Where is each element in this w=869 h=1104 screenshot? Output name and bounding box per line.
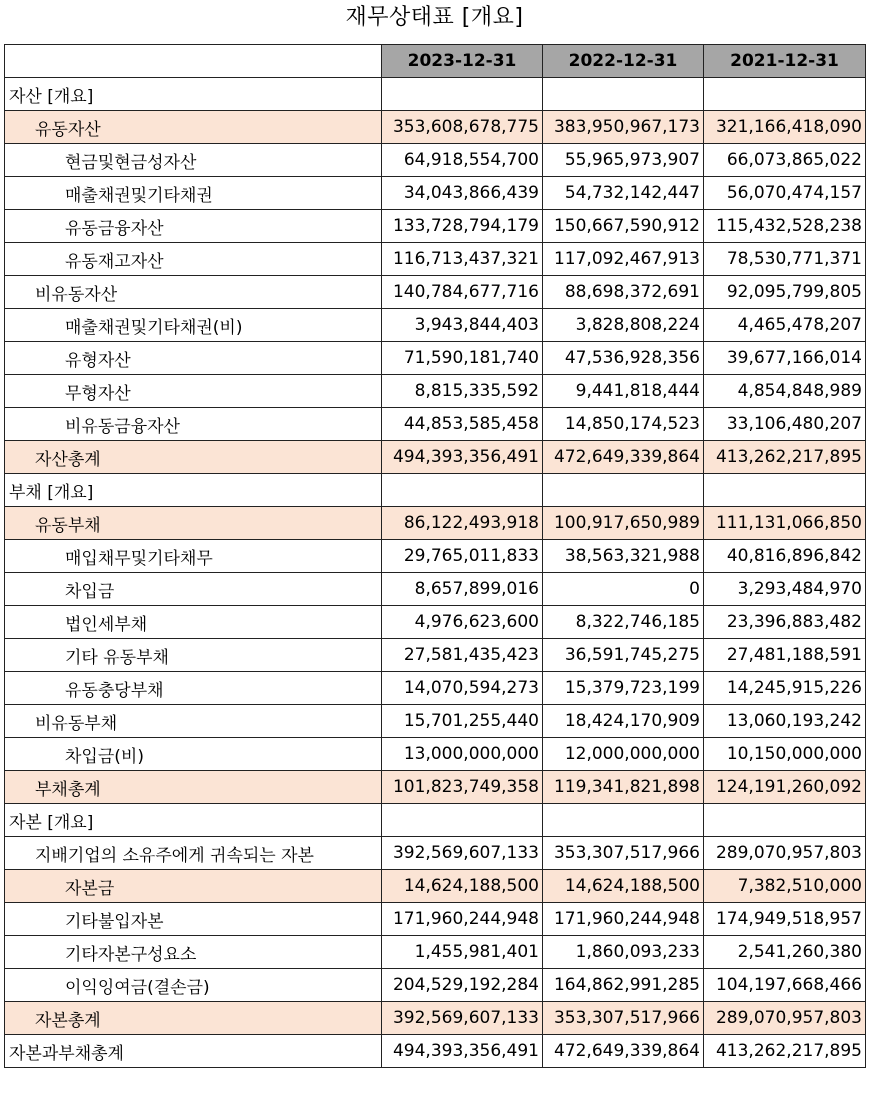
table-row (5, 177, 866, 210)
row-label: 비유동금융자산 (5, 408, 382, 441)
row-label: 유동자산 (5, 111, 382, 144)
table-row (5, 111, 866, 144)
row-label: 유동재고자산 (5, 243, 382, 276)
table-row (5, 639, 866, 672)
value-cell: 56,070,474,157 (704, 177, 866, 210)
header-label-cell (5, 45, 382, 78)
table-row (5, 540, 866, 573)
value-cell (543, 474, 704, 507)
row-label: 기타불입자본 (5, 903, 382, 936)
value-cell: 66,073,865,022 (704, 144, 866, 177)
table-row (5, 309, 866, 342)
table-row (5, 210, 866, 243)
value-cell: 10,150,000,000 (704, 738, 866, 771)
table-row (5, 936, 866, 969)
row-label: 차입금 (5, 573, 382, 606)
value-cell: 353,608,678,775 (382, 111, 543, 144)
value-cell: 7,382,510,000 (704, 870, 866, 903)
row-label: 부채 [개요] (5, 474, 382, 507)
table-row (5, 144, 866, 177)
row-label: 이익잉여금(결손금) (5, 969, 382, 1002)
value-cell: 33,106,480,207 (704, 408, 866, 441)
row-label: 차입금(비) (5, 738, 382, 771)
table-row (5, 1035, 866, 1068)
value-cell: 171,960,244,948 (382, 903, 543, 936)
row-label: 매입채무및기타채무 (5, 540, 382, 573)
column-header: 2021-12-31 (704, 45, 866, 78)
value-cell: 3,828,808,224 (543, 309, 704, 342)
row-label: 자본 [개요] (5, 804, 382, 837)
table-row (5, 441, 866, 474)
row-label: 기타자본구성요소 (5, 936, 382, 969)
row-label: 부채총계 (5, 771, 382, 804)
row-label: 매출채권및기타채권(비) (5, 309, 382, 342)
value-cell: 472,649,339,864 (543, 1035, 704, 1068)
value-cell (382, 78, 543, 111)
table-row (5, 837, 866, 870)
value-cell: 289,070,957,803 (704, 837, 866, 870)
value-cell: 14,245,915,226 (704, 672, 866, 705)
value-cell: 29,765,011,833 (382, 540, 543, 573)
value-cell: 13,000,000,000 (382, 738, 543, 771)
value-cell: 13,060,193,242 (704, 705, 866, 738)
value-cell: 115,432,528,238 (704, 210, 866, 243)
value-cell: 47,536,928,356 (543, 342, 704, 375)
value-cell: 174,949,518,957 (704, 903, 866, 936)
row-label: 무형자산 (5, 375, 382, 408)
value-cell: 12,000,000,000 (543, 738, 704, 771)
value-cell: 289,070,957,803 (704, 1002, 866, 1035)
row-label: 유동충당부채 (5, 672, 382, 705)
value-cell: 38,563,321,988 (543, 540, 704, 573)
table-row (5, 243, 866, 276)
table-row (5, 903, 866, 936)
page-title: 재무상태표 [개요] (345, 5, 524, 30)
value-cell: 8,657,899,016 (382, 573, 543, 606)
value-cell: 1,860,093,233 (543, 936, 704, 969)
table-row (5, 738, 866, 771)
value-cell: 4,854,848,989 (704, 375, 866, 408)
table-row (5, 969, 866, 1002)
row-label: 자본총계 (5, 1002, 382, 1035)
value-cell: 4,976,623,600 (382, 606, 543, 639)
value-cell: 353,307,517,966 (543, 1002, 704, 1035)
value-cell: 39,677,166,014 (704, 342, 866, 375)
value-cell: 14,624,188,500 (543, 870, 704, 903)
value-cell: 111,131,066,850 (704, 507, 866, 540)
table-row (5, 705, 866, 738)
row-label: 자본금 (5, 870, 382, 903)
value-cell: 8,815,335,592 (382, 375, 543, 408)
value-cell: 353,307,517,966 (543, 837, 704, 870)
value-cell: 92,095,799,805 (704, 276, 866, 309)
value-cell: 27,581,435,423 (382, 639, 543, 672)
table-row (5, 507, 866, 540)
table-row (5, 342, 866, 375)
value-cell: 119,341,821,898 (543, 771, 704, 804)
row-label: 유동금융자산 (5, 210, 382, 243)
value-cell: 392,569,607,133 (382, 1002, 543, 1035)
value-cell: 18,424,170,909 (543, 705, 704, 738)
value-cell: 88,698,372,691 (543, 276, 704, 309)
value-cell: 413,262,217,895 (704, 1035, 866, 1068)
value-cell: 133,728,794,179 (382, 210, 543, 243)
value-cell: 472,649,339,864 (543, 441, 704, 474)
value-cell: 494,393,356,491 (382, 1035, 543, 1068)
value-cell: 86,122,493,918 (382, 507, 543, 540)
value-cell: 9,441,818,444 (543, 375, 704, 408)
table-row (5, 606, 866, 639)
row-label: 비유동부채 (5, 705, 382, 738)
value-cell: 54,732,142,447 (543, 177, 704, 210)
value-cell: 494,393,356,491 (382, 441, 543, 474)
value-cell: 124,191,260,092 (704, 771, 866, 804)
value-cell (704, 804, 866, 837)
value-cell: 4,465,478,207 (704, 309, 866, 342)
value-cell (704, 78, 866, 111)
value-cell: 392,569,607,133 (382, 837, 543, 870)
value-cell: 34,043,866,439 (382, 177, 543, 210)
value-cell: 171,960,244,948 (543, 903, 704, 936)
row-label: 자산 [개요] (5, 78, 382, 111)
row-label: 비유동자산 (5, 276, 382, 309)
table-row (5, 573, 866, 606)
row-label: 현금및현금성자산 (5, 144, 382, 177)
value-cell: 36,591,745,275 (543, 639, 704, 672)
header-row (5, 45, 866, 78)
value-cell: 78,530,771,371 (704, 243, 866, 276)
table-row (5, 408, 866, 441)
value-cell: 8,322,746,185 (543, 606, 704, 639)
value-cell: 3,943,844,403 (382, 309, 543, 342)
table-row (5, 474, 866, 507)
value-cell: 15,379,723,199 (543, 672, 704, 705)
row-label: 유동부채 (5, 507, 382, 540)
column-header: 2022-12-31 (543, 45, 704, 78)
row-label: 기타 유동부채 (5, 639, 382, 672)
table-row (5, 276, 866, 309)
value-cell: 100,917,650,989 (543, 507, 704, 540)
value-cell: 55,965,973,907 (543, 144, 704, 177)
value-cell: 101,823,749,358 (382, 771, 543, 804)
table-row (5, 771, 866, 804)
value-cell: 140,784,677,716 (382, 276, 543, 309)
row-label: 유형자산 (5, 342, 382, 375)
value-cell: 64,918,554,700 (382, 144, 543, 177)
value-cell (382, 804, 543, 837)
row-label: 매출채권및기타채권 (5, 177, 382, 210)
balance-sheet-table (4, 44, 866, 1068)
column-header: 2023-12-31 (382, 45, 543, 78)
row-label: 자산총계 (5, 441, 382, 474)
value-cell (704, 474, 866, 507)
table-row (5, 1002, 866, 1035)
value-cell (382, 474, 543, 507)
value-cell: 15,701,255,440 (382, 705, 543, 738)
value-cell: 2,541,260,380 (704, 936, 866, 969)
value-cell: 14,850,174,523 (543, 408, 704, 441)
value-cell: 3,293,484,970 (704, 573, 866, 606)
value-cell (543, 804, 704, 837)
value-cell: 383,950,967,173 (543, 111, 704, 144)
value-cell: 14,070,594,273 (382, 672, 543, 705)
table-row (5, 375, 866, 408)
row-label: 자본과부채총계 (5, 1035, 382, 1068)
value-cell: 40,816,896,842 (704, 540, 866, 573)
value-cell: 14,624,188,500 (382, 870, 543, 903)
value-cell: 0 (543, 573, 704, 606)
value-cell: 321,166,418,090 (704, 111, 866, 144)
value-cell: 413,262,217,895 (704, 441, 866, 474)
value-cell: 1,455,981,401 (382, 936, 543, 969)
value-cell: 164,862,991,285 (543, 969, 704, 1002)
value-cell: 116,713,437,321 (382, 243, 543, 276)
value-cell: 71,590,181,740 (382, 342, 543, 375)
row-label: 지배기업의 소유주에게 귀속되는 자본 (5, 837, 382, 870)
value-cell: 23,396,883,482 (704, 606, 866, 639)
value-cell: 117,092,467,913 (543, 243, 704, 276)
value-cell: 204,529,192,284 (382, 969, 543, 1002)
value-cell: 27,481,188,591 (704, 639, 866, 672)
value-cell: 104,197,668,466 (704, 969, 866, 1002)
table-row (5, 672, 866, 705)
row-label: 법인세부채 (5, 606, 382, 639)
table-row (5, 78, 866, 111)
value-cell: 150,667,590,912 (543, 210, 704, 243)
value-cell: 44,853,585,458 (382, 408, 543, 441)
value-cell (543, 78, 704, 111)
table-row (5, 870, 866, 903)
table-row (5, 804, 866, 837)
